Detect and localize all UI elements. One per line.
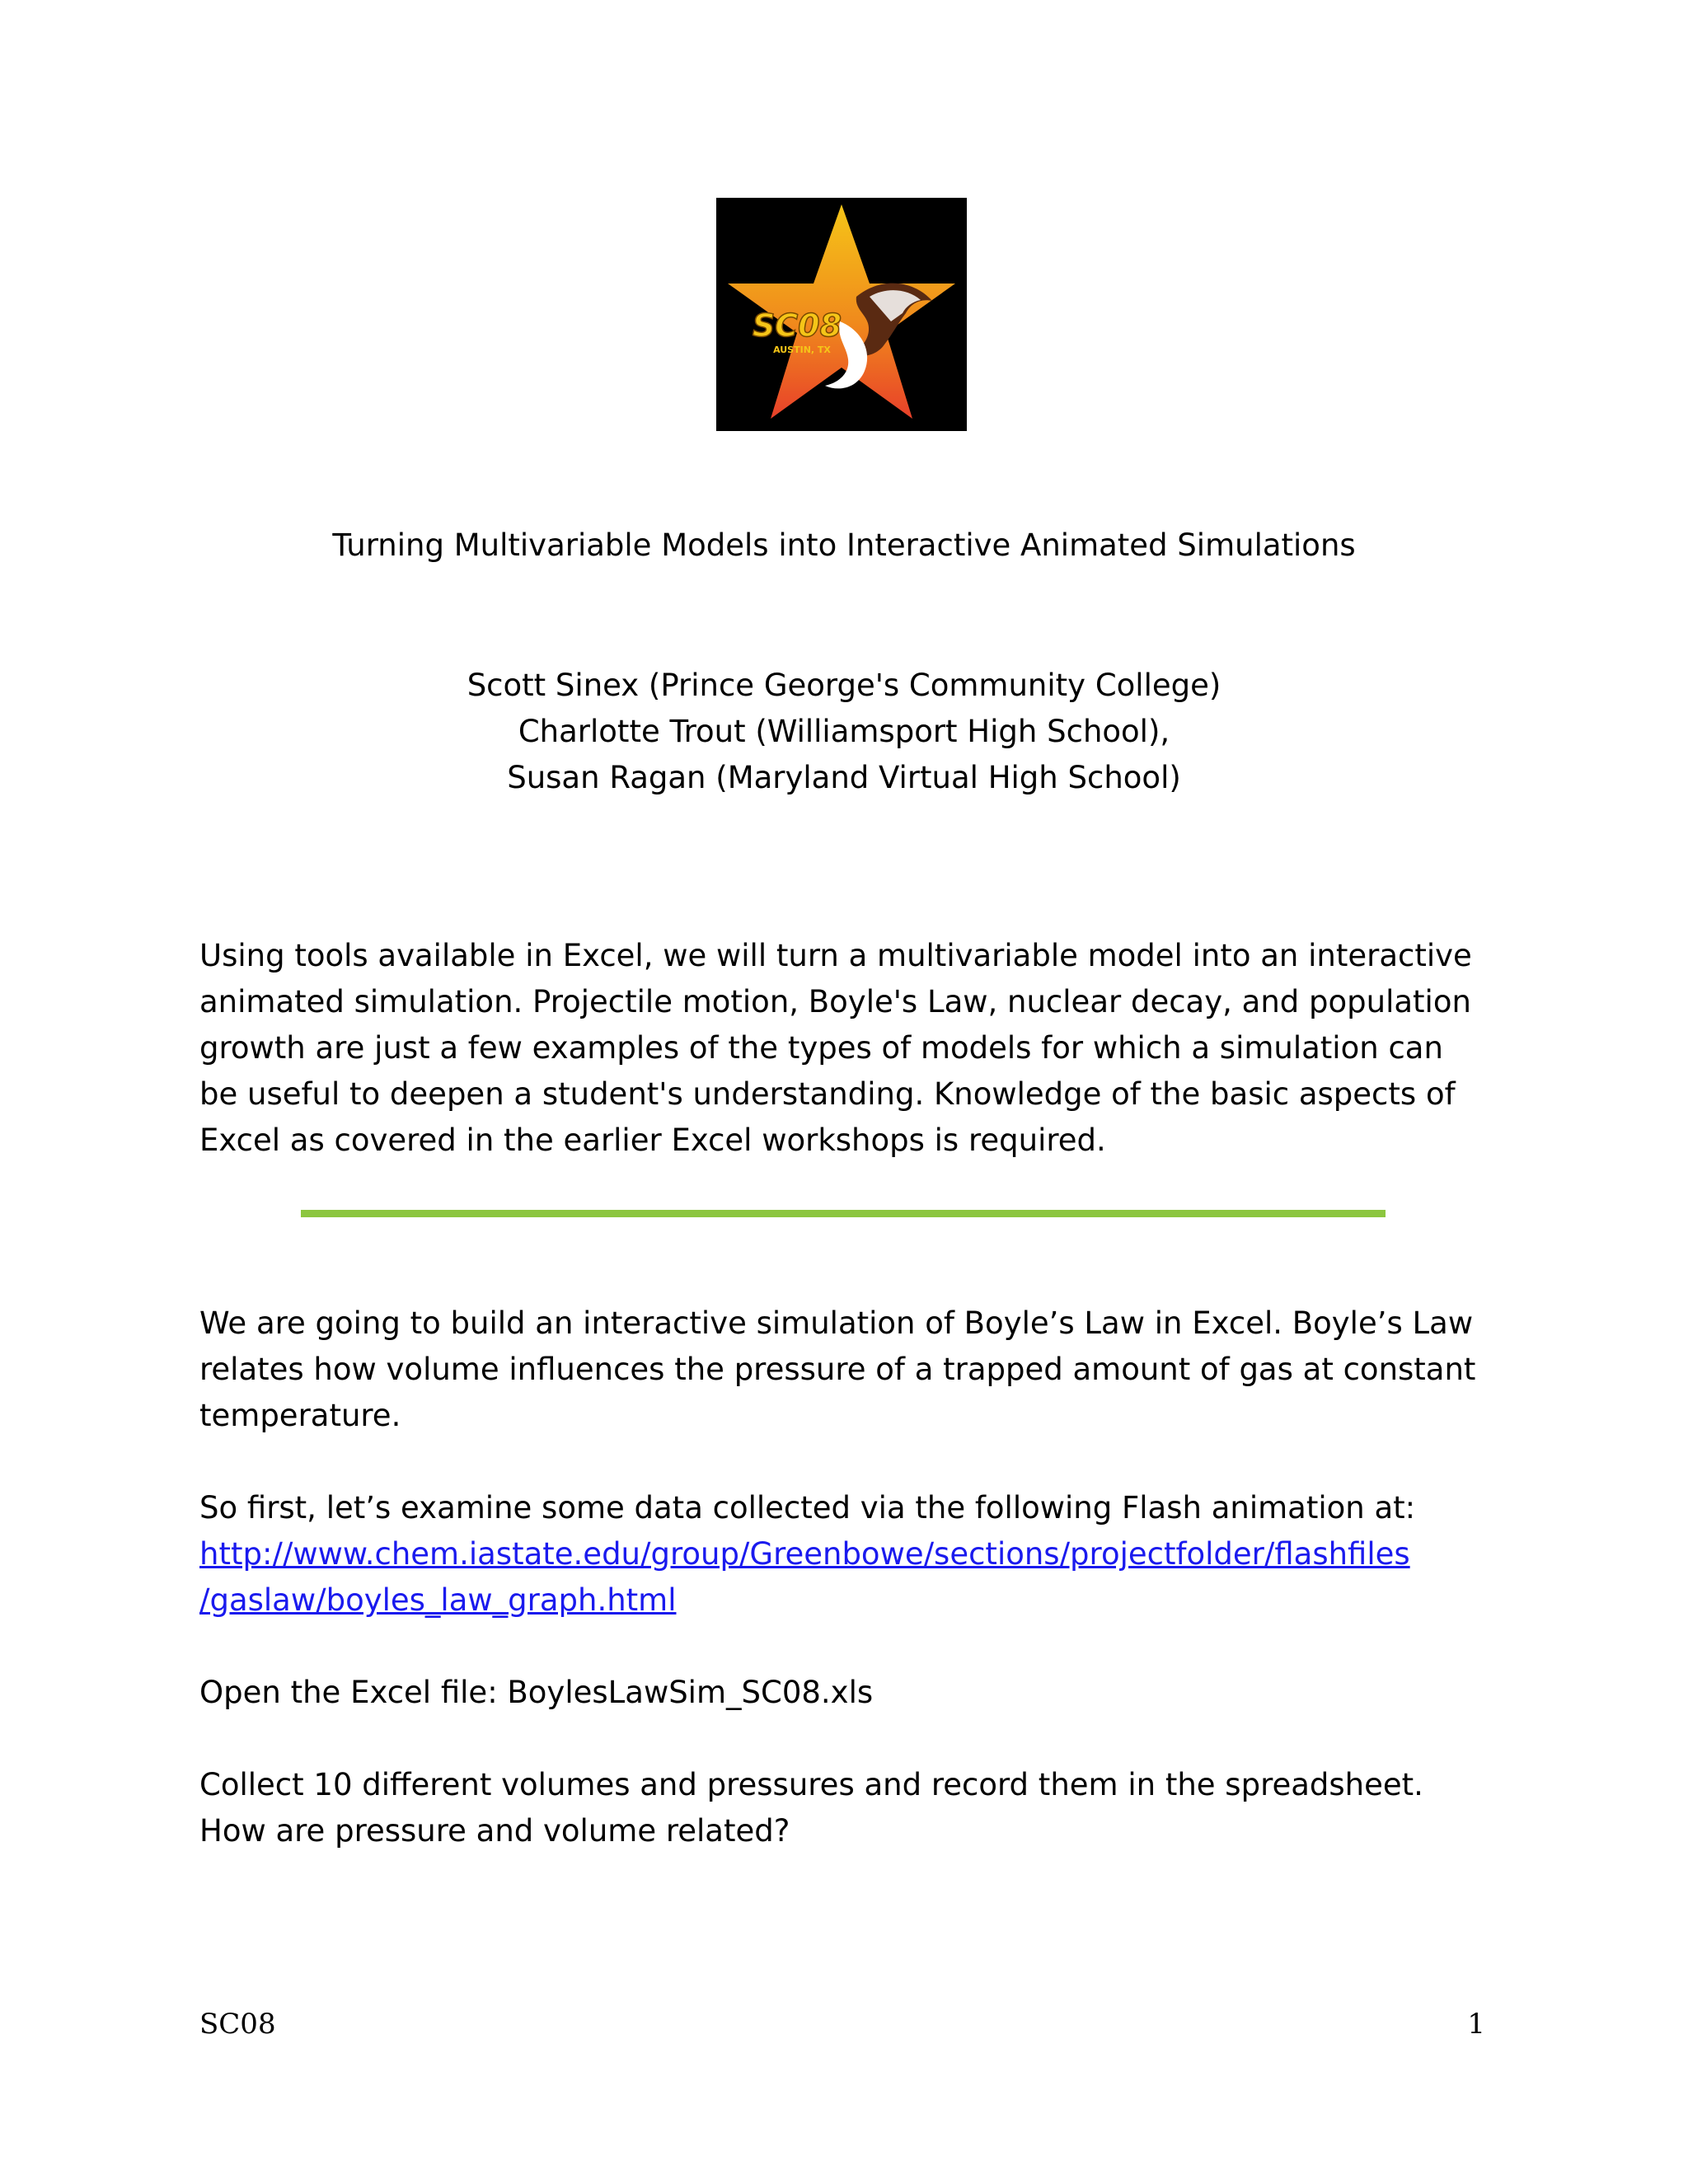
page-number: 1 xyxy=(1467,2008,1485,2041)
intro-paragraph: We are going to build an interactive simulation of Boyle’s Law in Excel. Boyle’s Law relates how volume influences the pressure of a trapped amount of gas at constant temperature. xyxy=(199,1305,1476,1433)
section-divider xyxy=(301,1210,1386,1217)
collect-paragraph: Collect 10 different volumes and pressures and record them in the spreadsheet. How are pressure and volume related? xyxy=(199,1767,1423,1849)
sc08-logo xyxy=(716,198,967,431)
document-title: Turning Multivariable Models into Interactive Animated Simulations xyxy=(332,527,1356,563)
boyles-law-link[interactable]: http://www.chem.iastate.edu/group/Greenbowe/sections/projectfolder/flashfiles /gaslaw/boyles_law_graph.html xyxy=(199,1536,1410,1618)
author-line: Susan Ragan (Maryland Virtual High School) xyxy=(507,760,1181,795)
abstract-paragraph: Using tools available in Excel, we will turn a multivariable model into an interactive animated simulation. Projectile motion, Boyle's Law, nuclear decay, and population growth are just a few examples of the types of models for which a simulation can be useful to deepen a student's understanding. Knowledge of the basic aspects of Excel as covered in the earlier Excel workshops is required. xyxy=(199,938,1472,1158)
svg-text:SC08: SC08 xyxy=(752,307,842,344)
star-logo-icon xyxy=(716,198,967,431)
footer-label: SC08 xyxy=(199,2008,276,2041)
svg-text:AUSTIN, TX: AUSTIN, TX xyxy=(773,344,831,355)
flash-animation-paragraph: So first, let’s examine some data collected via the following Flash animation at: http://www.chem.iastate.edu/group/Greenbowe/sections/projectfolder/flashfiles /gaslaw/boyles_law_graph.html xyxy=(199,1485,1502,1624)
author-list xyxy=(0,663,1688,801)
author-line: Charlotte Trout (Williamsport High School), xyxy=(518,714,1170,749)
open-file-paragraph: Open the Excel file: BoylesLawSim_SC08.xls xyxy=(199,1675,874,1710)
author-line: Scott Sinex (Prince George's Community College) xyxy=(467,668,1221,703)
